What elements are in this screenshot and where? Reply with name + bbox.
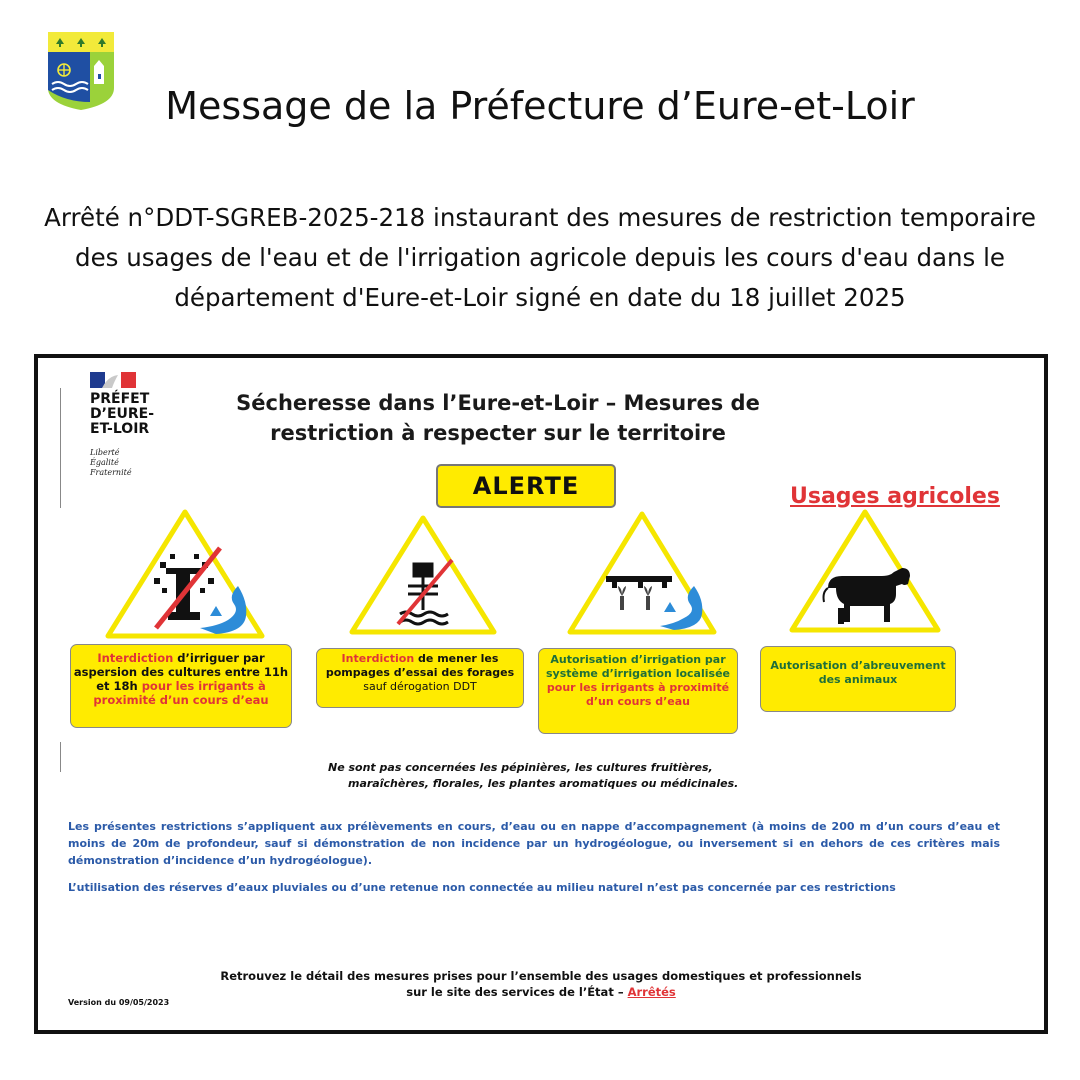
marianne-flag-logo bbox=[90, 372, 136, 388]
measure-card-sprinkler bbox=[70, 644, 292, 728]
measure-card-drip bbox=[538, 648, 738, 734]
footer-prefix: sur le site des services de l’État – bbox=[406, 985, 628, 999]
notice-line: Ne sont pas concernées les pépinières, les cultures fruitières, bbox=[328, 761, 713, 774]
measure-text: Autorisation d’irrigation par système d’irrigation localisée bbox=[545, 653, 730, 680]
arrete-line: des usages de l'eau et de l'irrigation agricole depuis les cours d'eau dans le bbox=[75, 243, 1005, 272]
scan-edge-line bbox=[60, 388, 61, 508]
drought-poster bbox=[34, 354, 1048, 1034]
version-label: Version du 09/05/2023 bbox=[68, 998, 170, 1007]
prefecture-line: ET-LOIR bbox=[90, 421, 150, 437]
no-sprinkler-icon bbox=[104, 508, 266, 642]
prefecture-line: PRÉFET bbox=[90, 391, 150, 407]
exemption-notice bbox=[328, 760, 738, 792]
motto-line: Égalité bbox=[90, 458, 119, 467]
measure-card-pumping bbox=[316, 648, 524, 708]
poster-title-line: Sécheresse dans l’Eure-et-Loir – Mesures de bbox=[236, 391, 760, 415]
cow-icon bbox=[788, 508, 942, 636]
page-title: Message de la Préfecture d’Eure-et-Loir bbox=[165, 84, 915, 128]
prefecture-block bbox=[90, 392, 154, 437]
motto-line: Fraternité bbox=[90, 468, 132, 477]
notice-line: maraîchères, florales, les plantes aromatiques ou médicinales. bbox=[348, 777, 739, 790]
measure-text: Interdiction bbox=[341, 652, 415, 665]
drip-irrigation-icon bbox=[566, 510, 718, 638]
measure-text: Interdiction bbox=[97, 651, 174, 665]
poster-title-line: restriction à respecter sur le territoire bbox=[270, 421, 726, 445]
rainwater-paragraph: L’utilisation des réserves d’eaux pluviales ou d’une retenue non connectée au milieu naturel n’est pas concernée par ces restrictions bbox=[68, 881, 896, 894]
scan-edge-line bbox=[60, 742, 61, 772]
republic-motto bbox=[90, 448, 132, 478]
arrete-line: département d'Eure-et-Loir signé en date du 18 juillet 2025 bbox=[174, 283, 906, 312]
motto-line: Liberté bbox=[90, 448, 120, 457]
measure-text: d’irriguer par aspersion des cultures entre 11h et 18h bbox=[73, 651, 289, 693]
arrete-description bbox=[0, 198, 1080, 318]
measure-text: pour les irrigants à proximité d’un cours d’eau bbox=[546, 681, 730, 708]
prefecture-line: D’EURE- bbox=[90, 406, 155, 422]
measure-text: pour les irrigants à proximité d’un cours d’eau bbox=[93, 679, 269, 707]
measure-text: sauf dérogation DDT bbox=[363, 680, 477, 693]
footer-line: Retrouvez le détail des mesures prises pour l’ensemble des usages domestiques et professionnels bbox=[220, 969, 862, 983]
measure-text: Autorisation d’abreuvement des animaux bbox=[770, 659, 946, 686]
footer-line bbox=[38, 984, 1044, 1000]
poster-footer bbox=[38, 968, 1044, 1000]
alert-level-badge: ALERTE bbox=[436, 464, 616, 508]
measure-card-livestock bbox=[760, 646, 956, 712]
no-pumping-test-icon bbox=[348, 514, 498, 638]
arretes-link[interactable]: Arrêtés bbox=[627, 985, 676, 999]
poster-title bbox=[218, 388, 778, 448]
usages-agricoles-heading: Usages agricoles bbox=[790, 484, 1000, 509]
arrete-line: Arrêté n°DDT-SGREB-2025-218 instaurant des mesures de restriction temporaire bbox=[44, 203, 1036, 232]
restriction-scope-paragraph: Les présentes restrictions s’appliquent aux prélèvements en cours, d’eau ou en nappe d’accompagnement (à moins de 200 m d’un cours d’eau et moins de 20m de profondeur, sauf si démonstration de non incidence par un hydrogéologue, ou inversement si en dehors de ces critères mais démonstration d’incidence d’un hydrogéologue). bbox=[68, 820, 1000, 867]
measure-text: de mener les pompages d’essai des forages bbox=[325, 652, 515, 679]
